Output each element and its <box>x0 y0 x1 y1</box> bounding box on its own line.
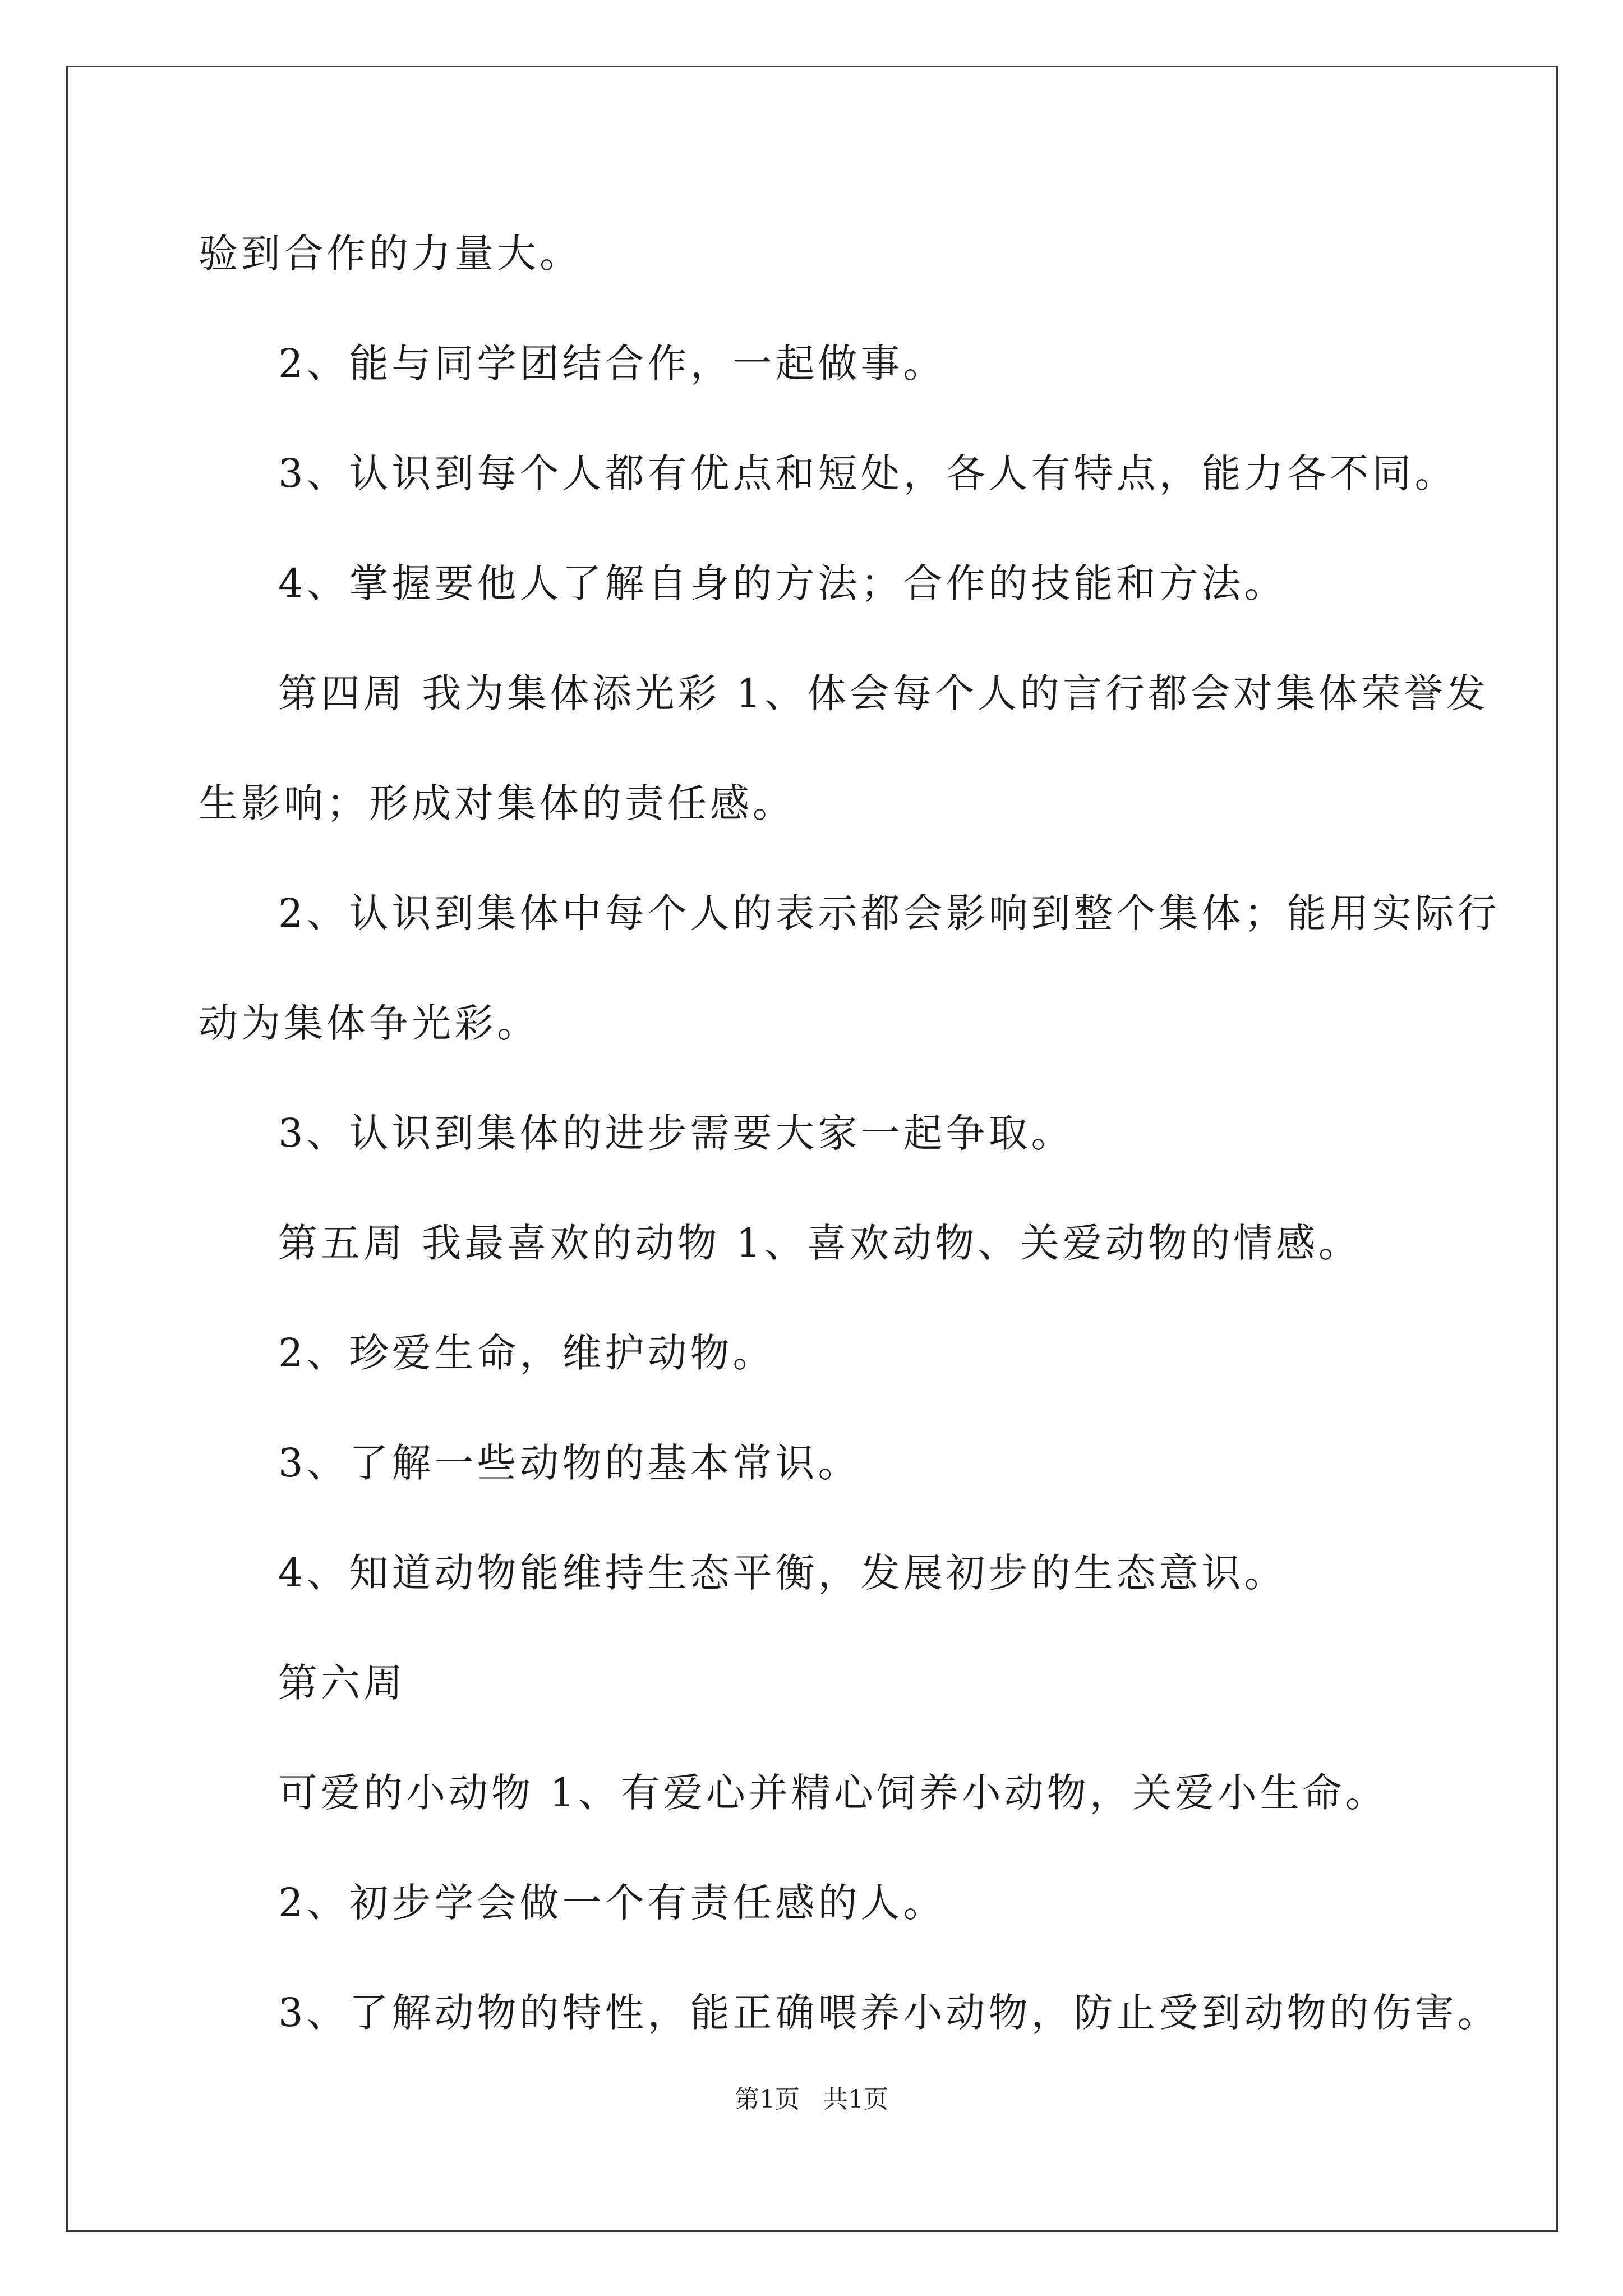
text-line-4: 4、掌握要他人了解自身的方法；合作的技能和方法。 <box>278 560 1287 606</box>
text-line-5: 第四周 我为集体添光彩 1、体会每个人的言行都会对集体荣誉发 <box>278 670 1490 716</box>
text-line-15: 可爱的小动物 1、有爱心并精心饲养小动物，关爱小生命。 <box>278 1770 1388 1816</box>
text-line-1: 验到合作的力量大。 <box>199 231 582 277</box>
text-line-3: 3、认识到每个人都有优点和短处，各人有特点，能力各不同。 <box>278 450 1458 496</box>
text-line-7: 2、认识到集体中每个人的表示都会影响到整个集体；能用实际行 <box>278 890 1500 936</box>
text-line-17: 3、了解动物的特性，能正确喂养小动物，防止受到动物的伤害。 <box>278 1990 1500 2036</box>
text-line-9: 3、认识到集体的进步需要大家一起争取。 <box>278 1110 1074 1156</box>
text-line-6: 生影响；形成对集体的责任感。 <box>199 780 795 826</box>
text-line-11: 2、珍爱生命，维护动物。 <box>278 1330 776 1376</box>
text-line-14: 第六周 <box>278 1660 406 1706</box>
text-line-16: 2、初步学会做一个有责任感的人。 <box>278 1880 946 1926</box>
text-line-13: 4、知道动物能维持生态平衡，发展初步的生态意识。 <box>278 1550 1287 1596</box>
page-footer: 第1页 共1页 <box>735 2085 888 2114</box>
text-line-8: 动为集体争光彩。 <box>199 1000 540 1046</box>
text-line-2: 2、能与同学团结合作，一起做事。 <box>278 341 946 386</box>
text-line-12: 3、了解一些动物的基本常识。 <box>278 1440 861 1486</box>
text-line-10: 第五周 我最喜欢的动物 1、喜欢动物、关爱动物的情感。 <box>278 1220 1362 1266</box>
